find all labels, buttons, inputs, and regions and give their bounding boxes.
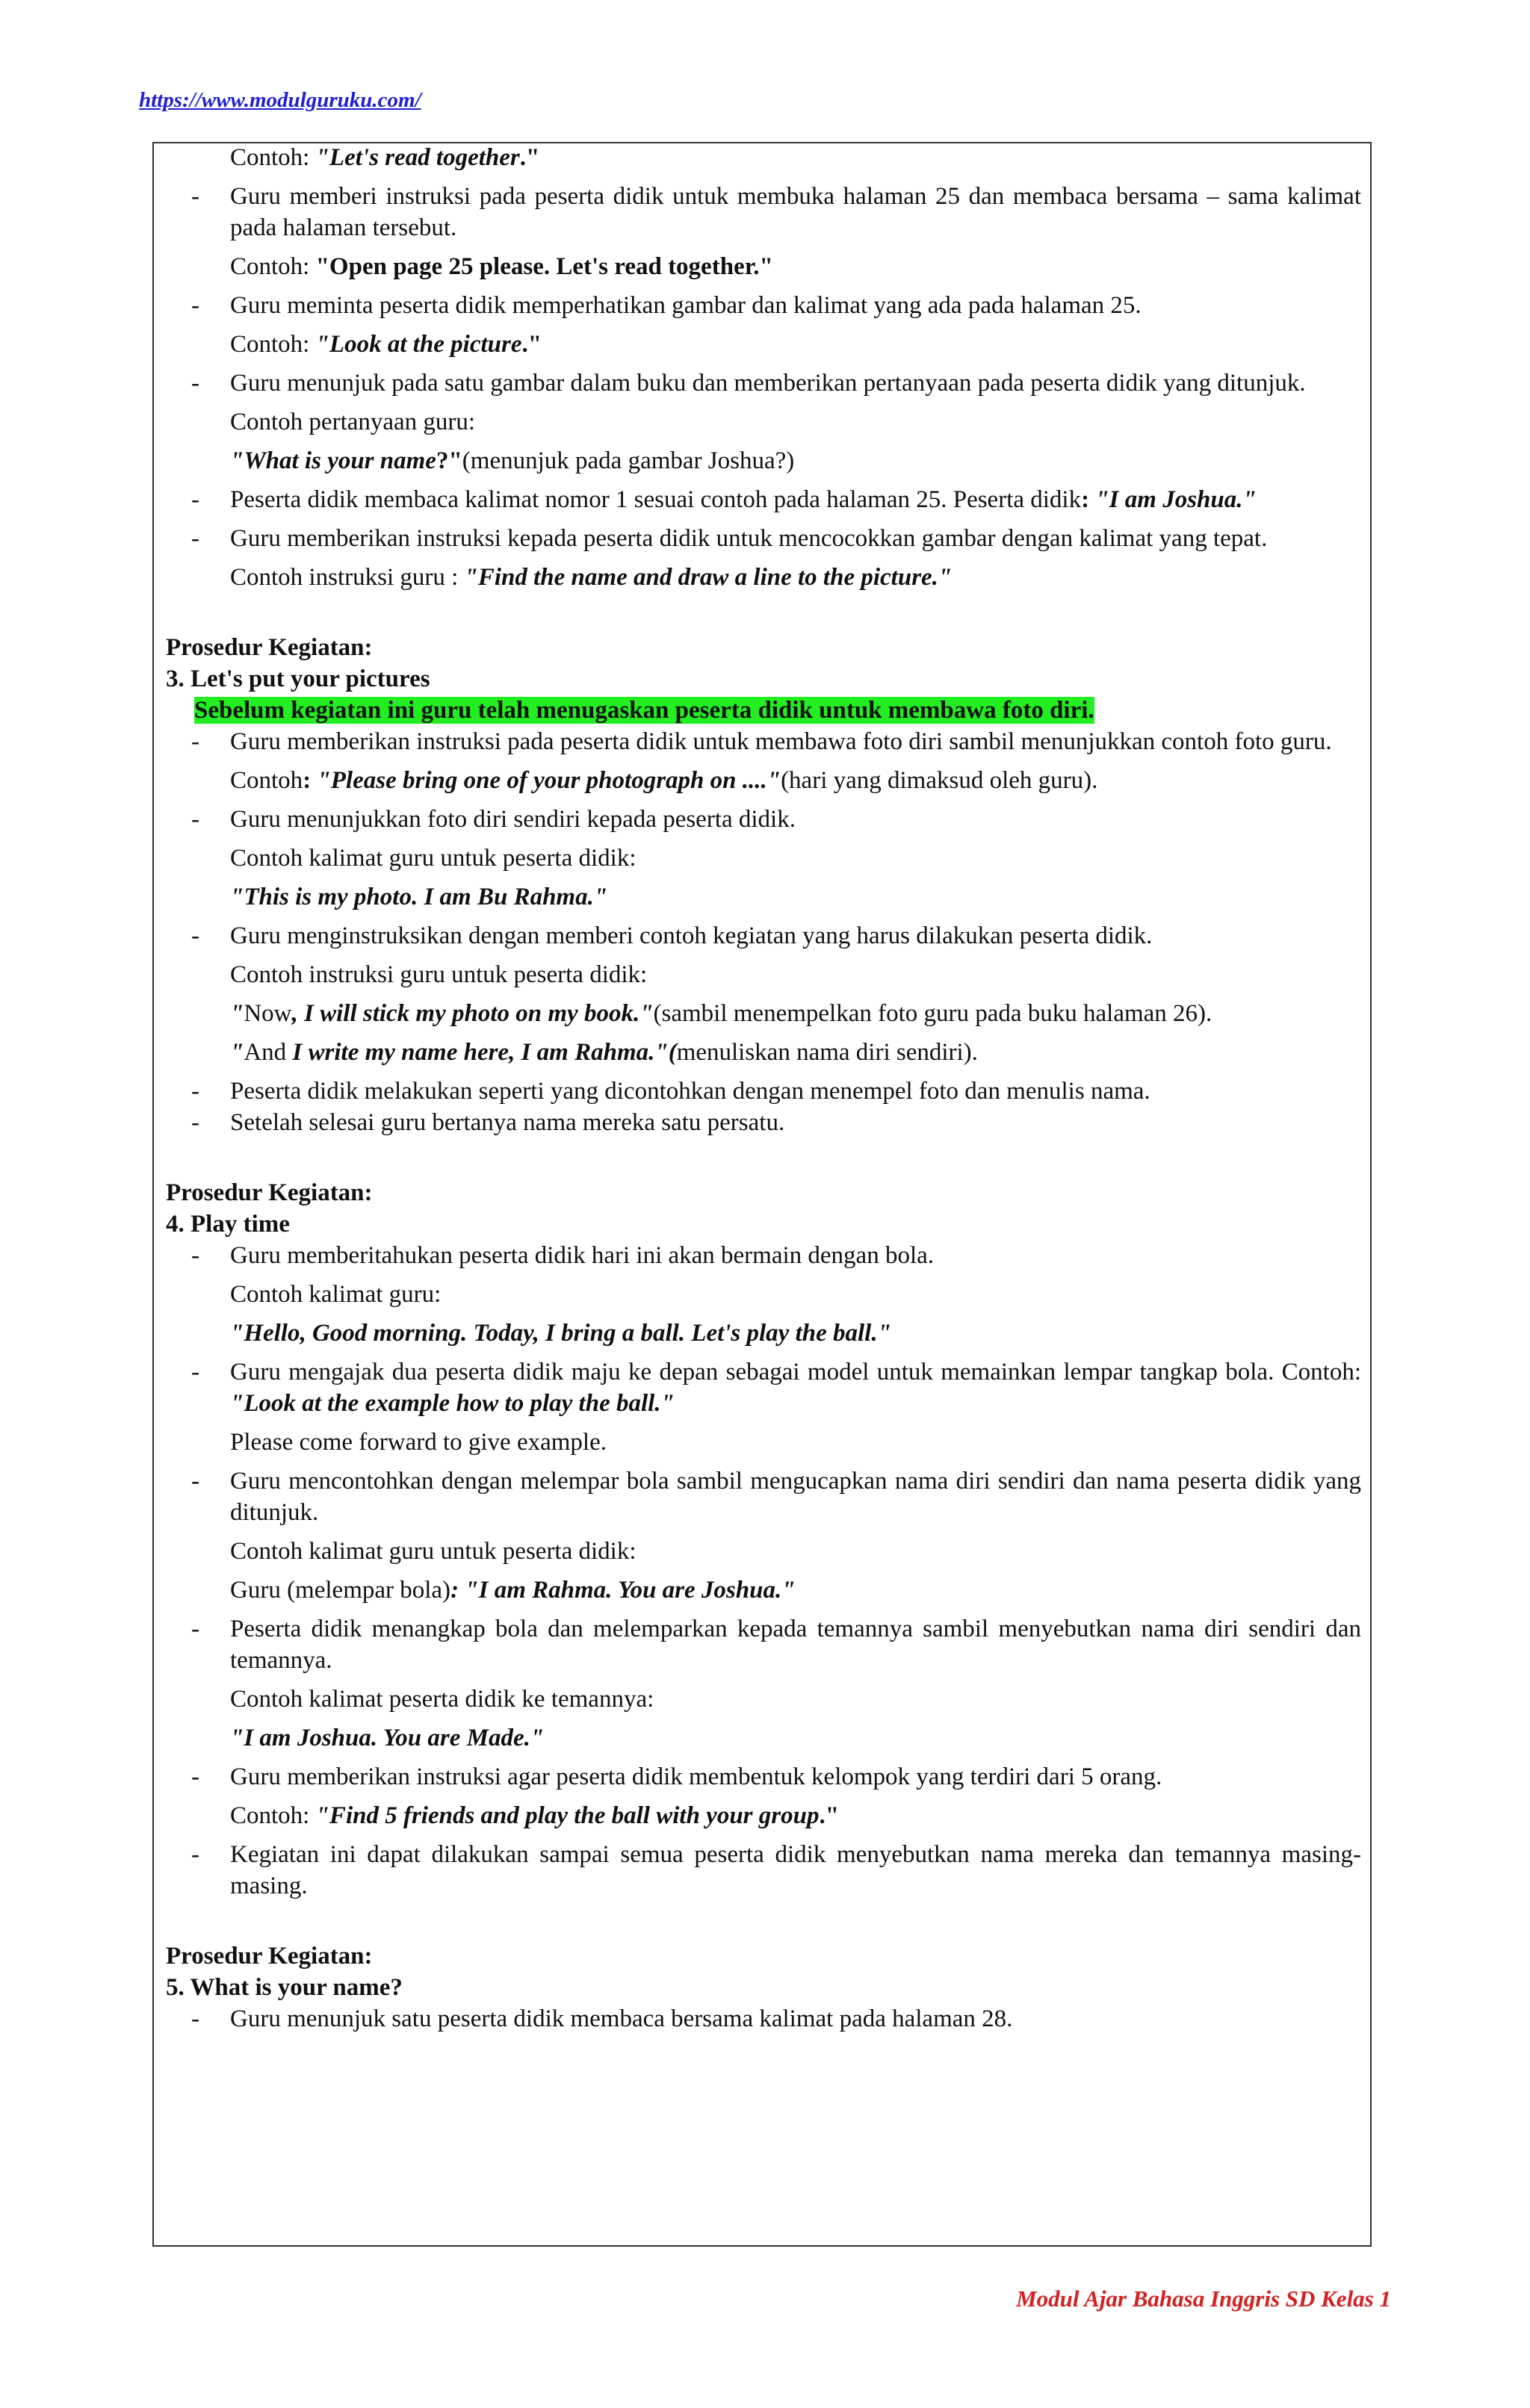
- list-item: - Peserta didik membaca kalimat nomor 1 sesuai contoh pada halaman 25. Peserta didik: "I am Joshua.": [191, 486, 1257, 513]
- example-line: Contoh kalimat peserta didik ke temannya:: [230, 1686, 654, 1713]
- example-line: Contoh instruksi guru untuk peserta didik:: [230, 961, 648, 988]
- spacer: [166, 1138, 1361, 1177]
- example-line: Contoh: "Please bring one of your photograph on ...."(hari yang dimaksud oleh guru).: [230, 767, 1098, 794]
- list-item: - Kegiatan ini dapat dilakukan sampai semua peserta didik menyebutkan nama mereka dan temannya masing-masing.: [191, 1841, 1361, 1899]
- section-title: 5. What is your name?: [166, 1974, 403, 2001]
- example-line: "I am Joshua. You are Made.": [230, 1725, 545, 1751]
- list-item: - Guru menunjukkan foto diri sendiri kepada peserta didik.: [191, 806, 796, 833]
- example-line: Contoh: "Look at the picture.": [230, 331, 542, 358]
- example-line: "Hello, Good morning. Today, I bring a ball. Let's play the ball.": [230, 1320, 891, 1347]
- header-url-link[interactable]: https://www.modulguruku.com/: [139, 88, 421, 112]
- example-line: Contoh: "Open page 25 please. Let's read together.": [230, 253, 773, 280]
- list-item: - Peserta didik melakukan seperti yang dicontohkan dengan menempel foto dan menulis nama.: [191, 1078, 1150, 1105]
- section-heading: Prosedur Kegiatan:: [166, 634, 373, 661]
- example-line: "This is my photo. I am Bu Rahma.": [230, 884, 608, 910]
- list-item: - Guru menunjuk satu peserta didik membaca bersama kalimat pada halaman 28.: [191, 2005, 1013, 2032]
- document-body: [166, 142, 1361, 2035]
- list-item: - Guru memberikan instruksi pada peserta didik untuk membawa foto diri sambil menunjukkan contoh foto guru.: [191, 728, 1332, 755]
- example-line: Guru (melempar bola): "I am Rahma. You are Joshua.": [230, 1577, 796, 1604]
- list-item: - Guru memberikan instruksi agar peserta didik membentuk kelompok yang terdiri dari 5 orang.: [191, 1763, 1162, 1790]
- list-item: - Peserta didik menangkap bola dan melemparkan kepada temannya sambil menyebutkan nama diri sendiri dan temannya.: [191, 1616, 1361, 1674]
- section-heading: Prosedur Kegiatan:: [166, 1179, 373, 1206]
- example-line: Please come forward to give example.: [230, 1429, 607, 1456]
- spacer: [166, 593, 1361, 632]
- example-line: Contoh kalimat guru:: [230, 1281, 442, 1308]
- example-line: Contoh kalimat guru untuk peserta didik:: [230, 1538, 637, 1565]
- section-heading: Prosedur Kegiatan:: [166, 1943, 373, 1970]
- example-line: Contoh instruksi guru : "Find the name and draw a line to the picture.": [230, 564, 953, 591]
- list-item: - Guru memberikan instruksi kepada peserta didik untuk mencocokkan gambar dengan kalimat yang tepat.: [191, 525, 1268, 552]
- spacer: [166, 1902, 1361, 1940]
- list-item: - Setelah selesai guru bertanya nama mereka satu persatu.: [191, 1109, 785, 1136]
- footer-title: Modul Ajar Bahasa Inggris SD Kelas 1: [1016, 2286, 1391, 2312]
- example-line: "Now, I will stick my photo on my book."(sambil menempelkan foto guru pada buku halaman 26).: [230, 1000, 1212, 1027]
- list-item: - Guru meminta peserta didik memperhatikan gambar dan kalimat yang ada pada halaman 25.: [191, 292, 1142, 319]
- example-line: "And I write my name here, I am Rahma."(menuliskan nama diri sendiri).: [230, 1039, 978, 1066]
- list-item: - Guru menunjuk pada satu gambar dalam buku dan memberikan pertanyaan pada peserta didik yang ditunjuk.: [191, 370, 1306, 397]
- section-title: 3. Let's put your pictures: [166, 665, 430, 692]
- example-line: Contoh: "Find 5 friends and play the ball with your group.": [230, 1802, 840, 1829]
- list-item: - Guru mencontohkan dengan melempar bola sambil mengucapkan nama diri sendiri dan nama peserta didik yang ditunjuk.: [191, 1468, 1361, 1526]
- list-item: - Guru menginstruksikan dengan memberi contoh kegiatan yang harus dilakukan peserta didik.: [191, 922, 1153, 949]
- list-item: - Guru mengajak dua peserta didik maju ke depan sebagai model untuk memainkan lempar tangkap bola. Contoh: "Look at the example how to play the ball.": [191, 1359, 1361, 1417]
- highlight-note: Sebelum kegiatan ini guru telah menugaskan peserta didik untuk membawa foto diri.: [194, 697, 1094, 724]
- list-item: - Guru memberi instruksi pada peserta didik untuk membuka halaman 25 dan membaca bersama – sama kalimat pada halaman tersebut.: [191, 183, 1361, 241]
- example-line: Contoh pertanyaan guru:: [230, 409, 476, 435]
- list-item: - Guru memberitahukan peserta didik hari ini akan bermain dengan bola.: [191, 1242, 935, 1269]
- example-line: "What is your name?"(menunjuk pada gambar Joshua?): [230, 447, 795, 474]
- example-line: Contoh kalimat guru untuk peserta didik:: [230, 845, 637, 872]
- example-line: Contoh: "Let's read together.": [230, 144, 540, 171]
- section-title: 4. Play time: [166, 1211, 290, 1238]
